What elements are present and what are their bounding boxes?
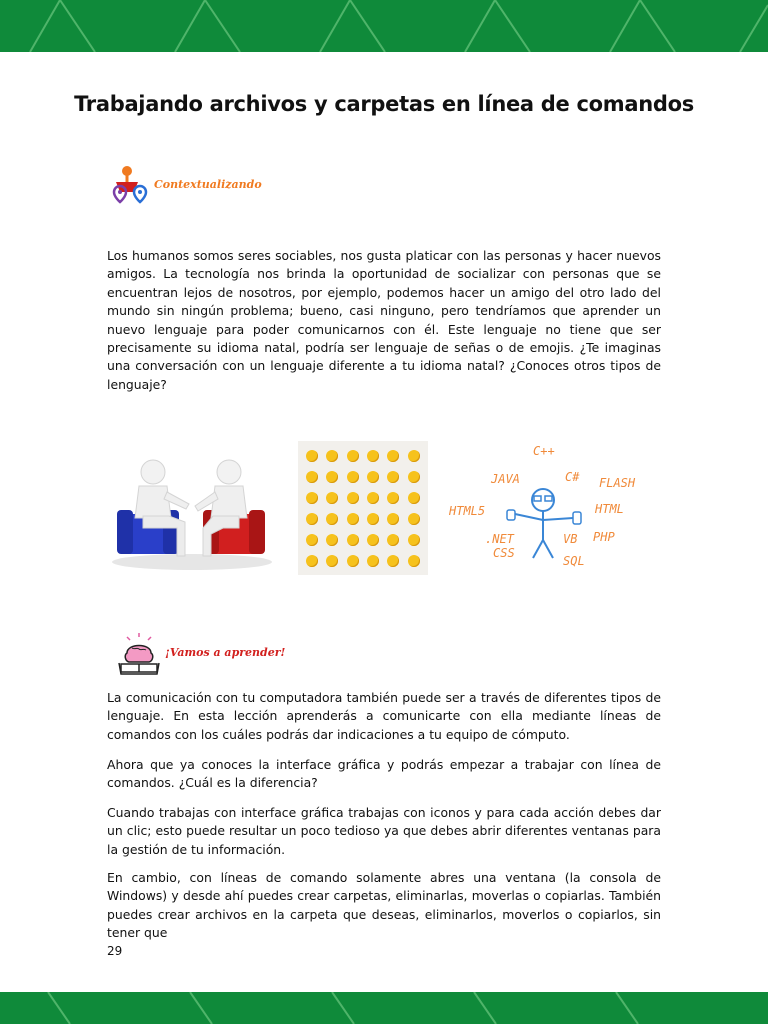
paragraph-question: Ahora que ya conoces la interface gráfica y podrás empezar a trabajar con línea de comandos. ¿Cuál es la diferencia?	[107, 757, 661, 791]
paragraph-lesson-intro: La comunicación con tu computadora también puede ser a través de diferentes tipos de lenguaje. En esta lección aprenderás a comunicarte con ella mediante líneas de comandos con los cuáles podrás dar indicaciones a tu equipo de cómputo.	[107, 690, 661, 742]
emoji-grid-image	[298, 441, 428, 575]
lang-label: SQL	[563, 554, 585, 568]
conversation-image	[107, 458, 277, 572]
lang-label: CSS	[493, 546, 515, 560]
lang-label: FLASH	[599, 476, 636, 490]
lang-label: HTML5	[449, 504, 486, 518]
programming-languages-image	[445, 440, 655, 572]
section-label: Contextualizando	[154, 177, 262, 191]
lang-label: JAVA	[491, 472, 520, 486]
page-number: 29	[107, 944, 123, 958]
footer-band	[0, 992, 768, 1024]
lang-label: .NET	[485, 532, 514, 546]
header-band	[0, 0, 768, 52]
lang-label: C++	[533, 444, 555, 458]
lang-label: HTML	[595, 502, 624, 516]
section-vamos-a-aprender	[117, 633, 285, 677]
section-label: ¡Vamos a aprender!	[165, 645, 286, 659]
brain-book-icon	[117, 633, 161, 677]
paragraph-gui: Cuando trabajas con interface gráfica trabajas con iconos y para cada acción debes dar un clic; esto puede resultar un poco tedioso ya que debes abrir diferentes ventanas para la gestión de tu información.	[107, 805, 661, 857]
lang-label: C#	[565, 470, 580, 484]
paragraph-intro: Los humanos somos seres sociables, nos gusta platicar con las personas y hacer nuevos amigos. La tecnología nos brinda la oportunidad de socializar con personas que se encuentran lejos de nosotros, por ejemplo, podemos hacer un amigo del otro lado del mundo sin ningún problema; bueno, casi ninguno, pero tendríamos que aprender un nuevo lenguaje para poder comunicarnos con él. Este lenguaje no tiene que ser precisamente su idioma natal, podría ser lenguaje de señas o de emojis. ¿Te imaginas una conversación con un lenguaje diferente a tu idioma natal? ¿Conoces otros tipos de lenguaje?	[107, 248, 661, 392]
lang-label: PHP	[593, 530, 615, 544]
lang-label: VB	[563, 532, 578, 546]
page-title: Trabajando archivos y carpetas en línea de comandos	[74, 92, 694, 116]
map-pins-icon	[106, 164, 152, 208]
paragraph-cli: En cambio, con líneas de comando solamente abres una ventana (la consola de Windows) y desde ahí puedes crear carpetas, eliminarlas, moverlas o copiarlas. También puedes crear archivos en la carpeta que deseas, eliminarlos, moverlos o copiarlos, sin tener que	[107, 870, 661, 941]
section-contextualizando	[106, 164, 262, 208]
